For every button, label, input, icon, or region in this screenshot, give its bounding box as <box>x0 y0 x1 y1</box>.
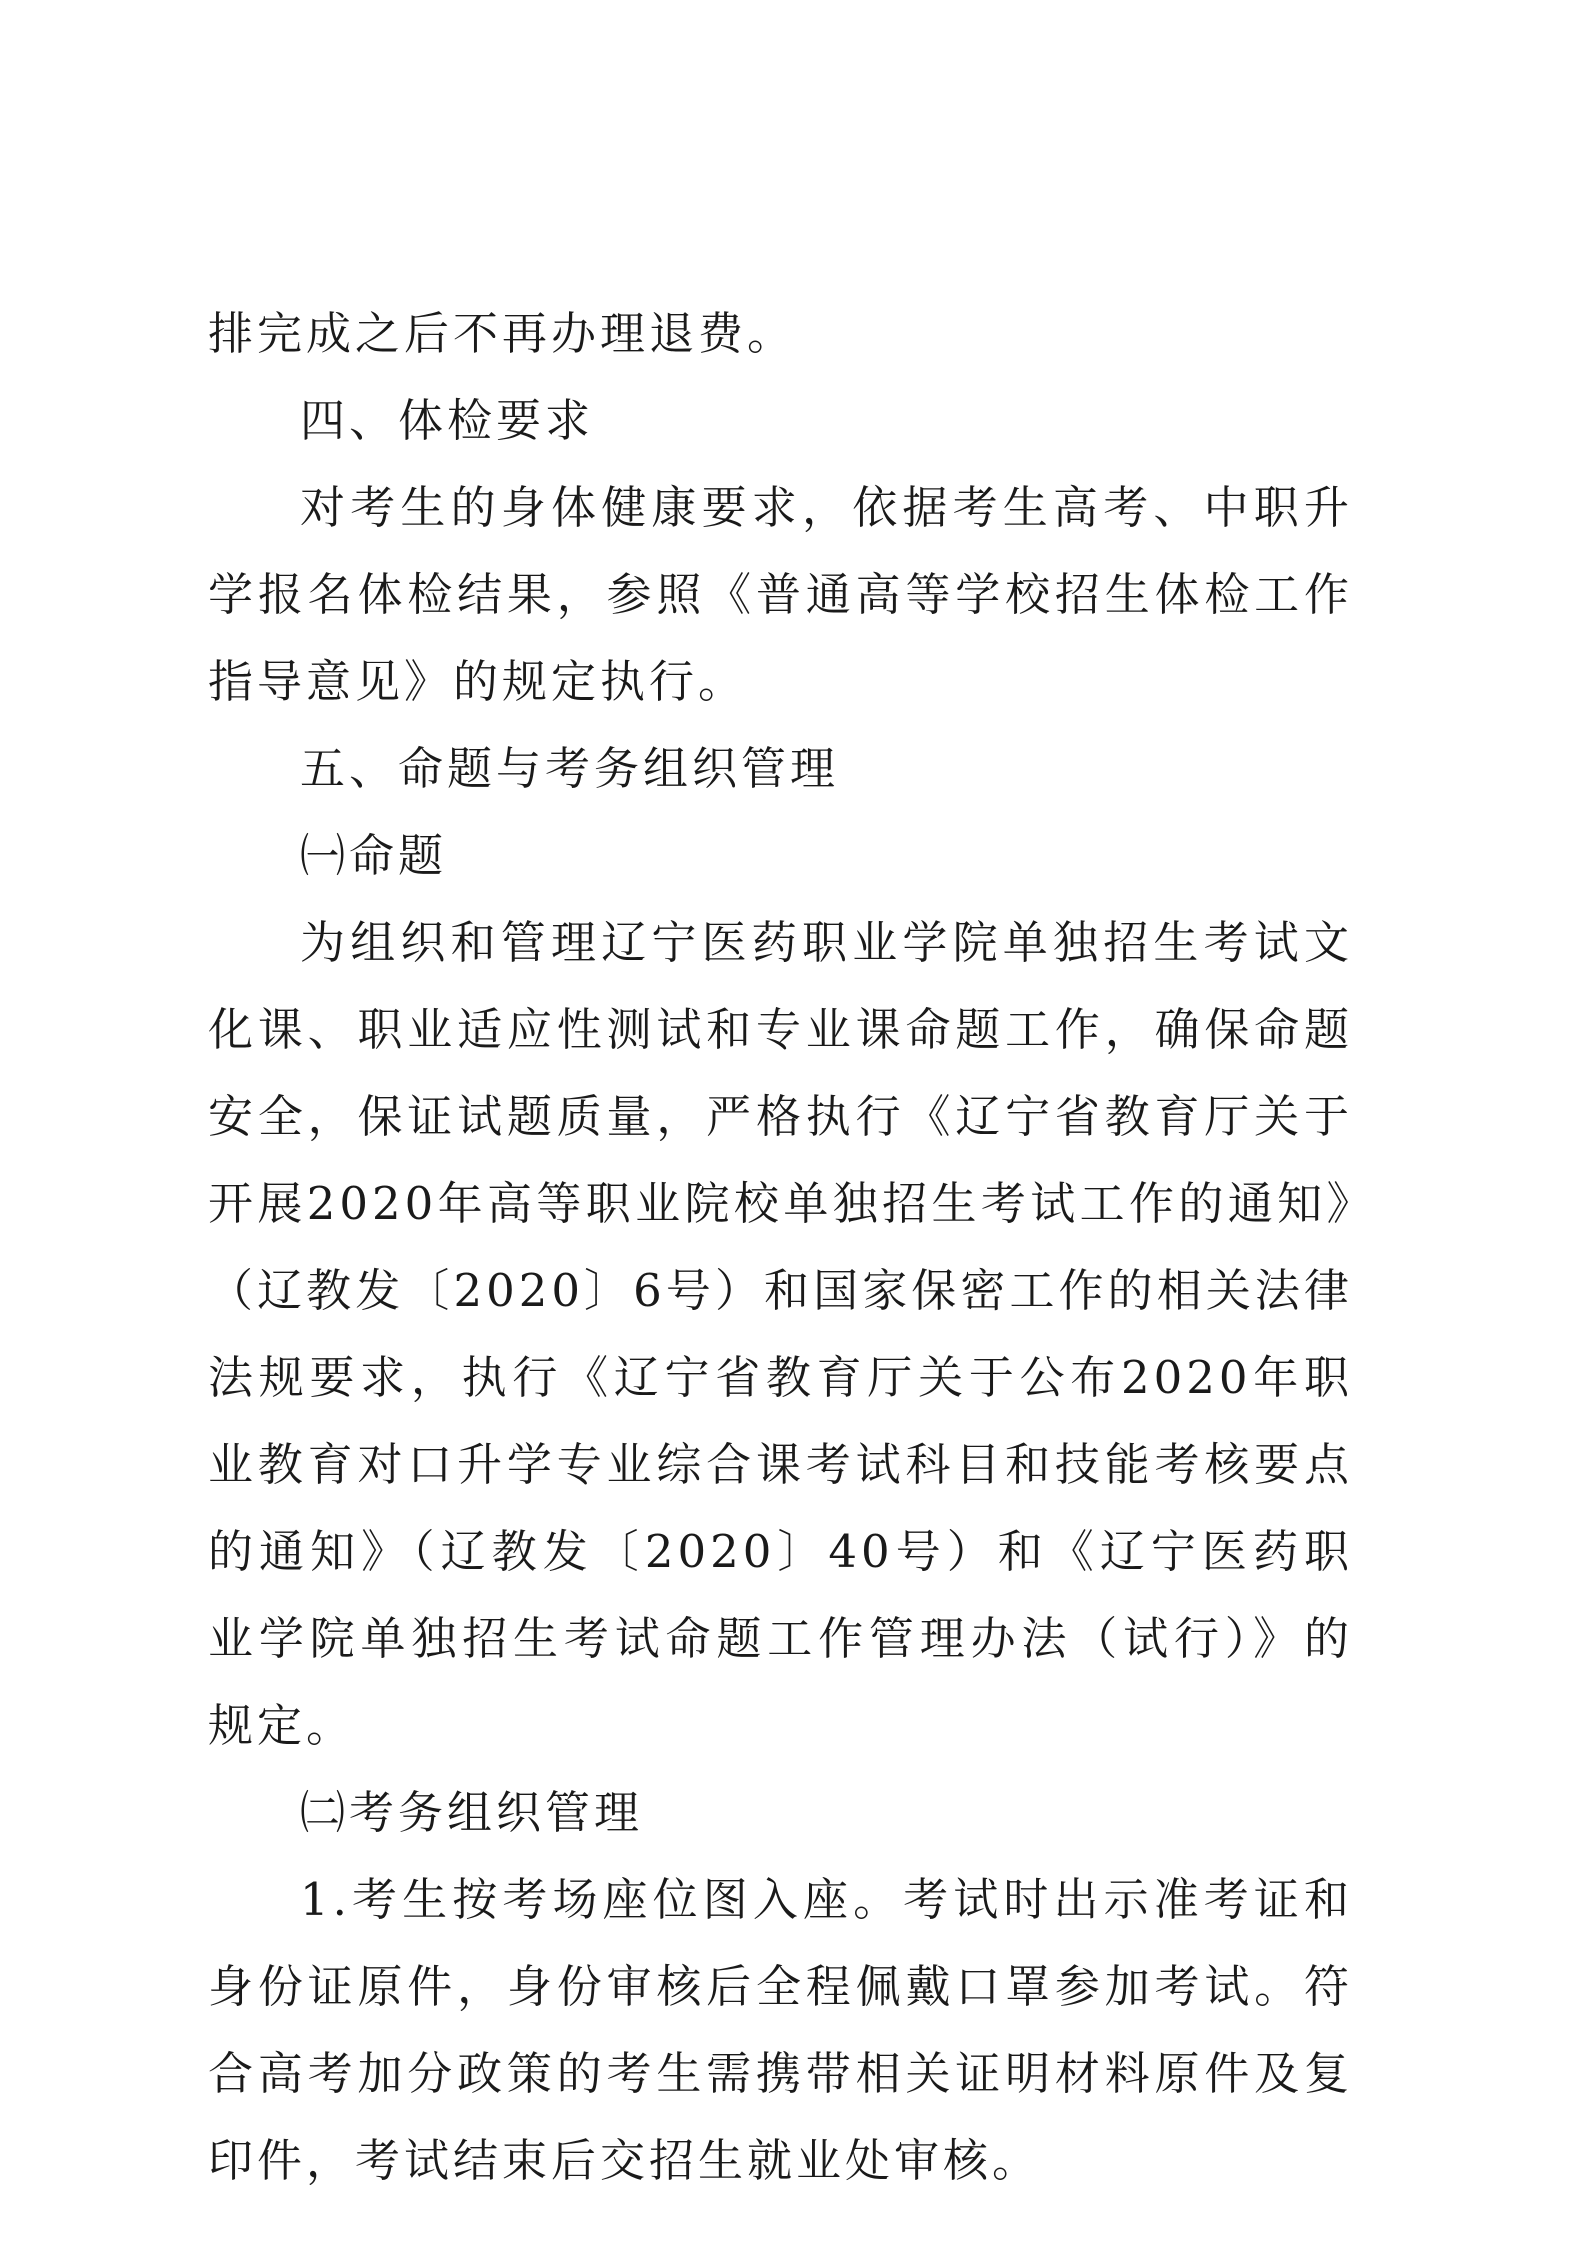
paragraph-exam-questions: 为组织和管理辽宁医药职业学院单独招生考试文化课、职业适应性测试和专业课命题工作，确保命题安全，保证试题质量，严格执行《辽宁省教育厅关于开展2020年高等职业院校单独招生考试工作的通知》（辽教发〔2020〕6号）和国家保密工作的相关法律法规要求，执行《辽宁省教育厅关于公布2020年职业教育对口升学专业综合课考试科目和技能考核要点的通知》（辽教发〔2020〕40号）和《辽宁医药职业学院单独招生考试命题工作管理办法（试行）》的规定。 <box>208 916 1353 1752</box>
paragraph-refund-continuation: 排完成之后不再办理退费。 <box>208 307 797 360</box>
heading-subsection-1: ㈠命题 <box>300 829 448 882</box>
paragraph-health-requirements: 对考生的身体健康要求，依据考生高考、中职升学报名体检结果，参照《普通高等学校招生体检工作指导意见》的规定执行。 <box>208 481 1353 708</box>
document-body <box>208 290 1353 2204</box>
heading-section-4: 四、体检要求 <box>300 394 595 447</box>
heading-subsection-2: ㈡考务组织管理 <box>300 1786 644 1839</box>
heading-section-5: 五、命题与考务组织管理 <box>300 742 840 795</box>
paragraph-exam-rules: 1.考生按考场座位图入座。考试时出示准考证和身份证原件，身份审核后全程佩戴口罩参加考试。符合高考加分政策的考生需携带相关证明材料原件及复印件，考试结束后交招生就业处审核。 <box>208 1873 1353 2187</box>
